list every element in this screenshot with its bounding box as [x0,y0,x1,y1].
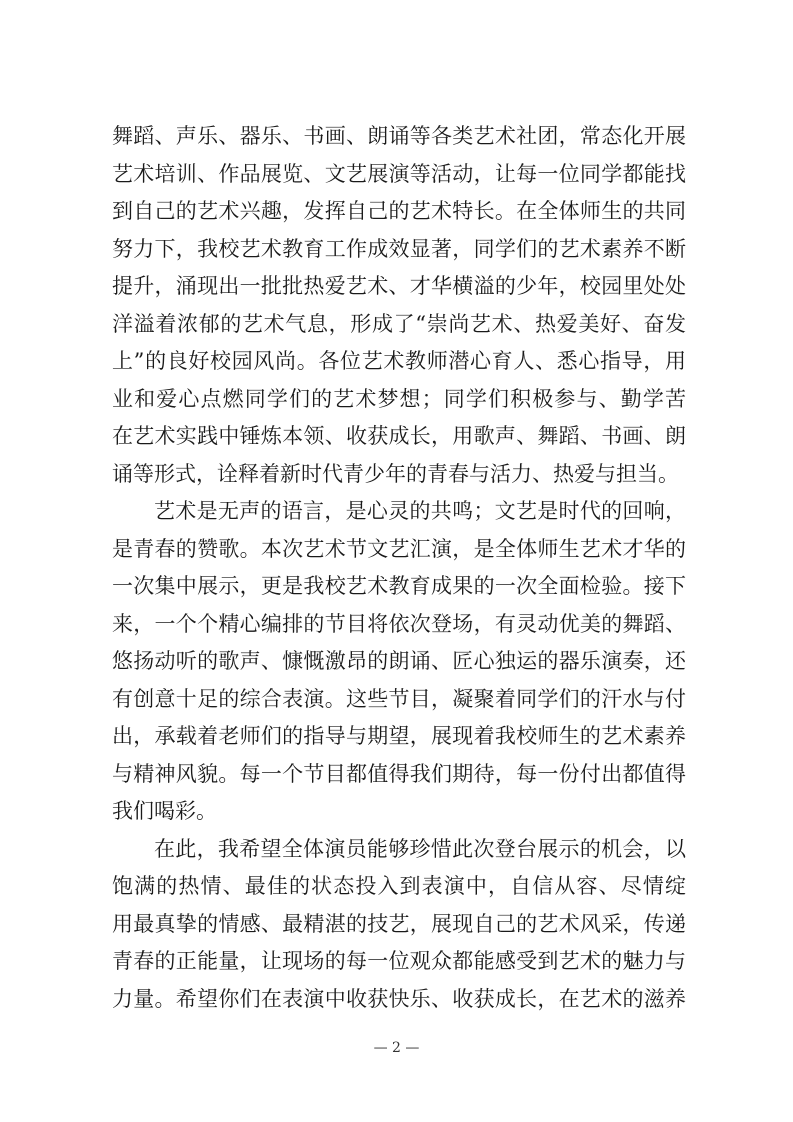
text-line: 努力下，我校艺术教育工作成效显著，同学们的艺术素养不断 [112,236,686,261]
text-line: 一次集中展示，更是我校艺术教育成果的一次全面检验。接下 [112,574,686,598]
text-line: 提升，涌现出一批批热爱艺术、才华横溢的少年，校园里处处 [112,274,686,298]
text-line: 到自己的艺术兴趣，发挥自己的艺术特长。在全体师生的共同 [112,199,686,223]
text-line: 洋溢着浓郁的艺术气息，形成了“崇尚艺术、热爱美好、奋发 [112,311,686,336]
text-line: 在艺术实践中锤炼本领、收获成长，用歌声、舞蹈、书画、朗 [112,424,686,448]
paragraph [112,118,686,493]
text-line: 有创意十足的综合表演。这些节目，凝聚着同学们的汗水与付 [112,686,686,711]
page-number: — 2 — [373,1040,420,1056]
paragraph [112,493,686,831]
text-line: 青春的正能量，让现场的每一位观众都能感受到艺术的魅力与 [112,949,686,973]
text-line: 与精神风貌。每一个节目都值得我们期待，每一份付出都值得 [112,761,686,786]
text-line: 饱满的热情、最佳的状态投入到表演中，自信从容、尽情绽 [112,874,686,898]
text-line: 诵等形式，诠释着新时代青少年的青春与活力、热爱与担当。 [112,461,679,486]
body-text [112,118,686,1018]
text-line: 艺术是无声的语言，是心灵的共鸣；文艺是时代的回响， [154,499,686,523]
text-line: 舞蹈、声乐、器乐、书画、朗诵等各类艺术社团，常态化开展 [112,124,686,148]
paragraph [112,831,686,1019]
text-line: 上”的良好校园风尚。各位艺术教师潜心育人、悉心指导，用 [112,349,686,373]
text-line: 出，承载着老师们的指导与期望，展现着我校师生的艺术素养 [112,724,686,748]
text-line: 在此，我希望全体演员能够珍惜此次登台展示的机会，以 [154,836,686,861]
text-line: 来，一个个精心编排的节目将依次登场，有灵动优美的舞蹈、 [112,611,686,636]
text-line: 艺术培训、作品展览、文艺展演等活动，让每一位同学都能找 [112,161,686,186]
text-line: 用最真挚的情感、最精湛的技艺，展现自己的艺术风采，传递 [112,911,686,936]
text-line: 悠扬动听的歌声、慷慨激昂的朗诵、匠心独运的器乐演奏，还 [112,649,686,673]
text-line: 力量。希望你们在表演中收获快乐、收获成长，在艺术的滋养 [112,986,686,1011]
text-line: 我们喝彩。 [112,799,217,823]
text-line: 是青春的赞歌。本次艺术节文艺汇演，是全体师生艺术才华的 [112,536,686,561]
text-line: 业和爱心点燃同学们的艺术梦想；同学们积极参与、勤学苦 [112,386,686,411]
